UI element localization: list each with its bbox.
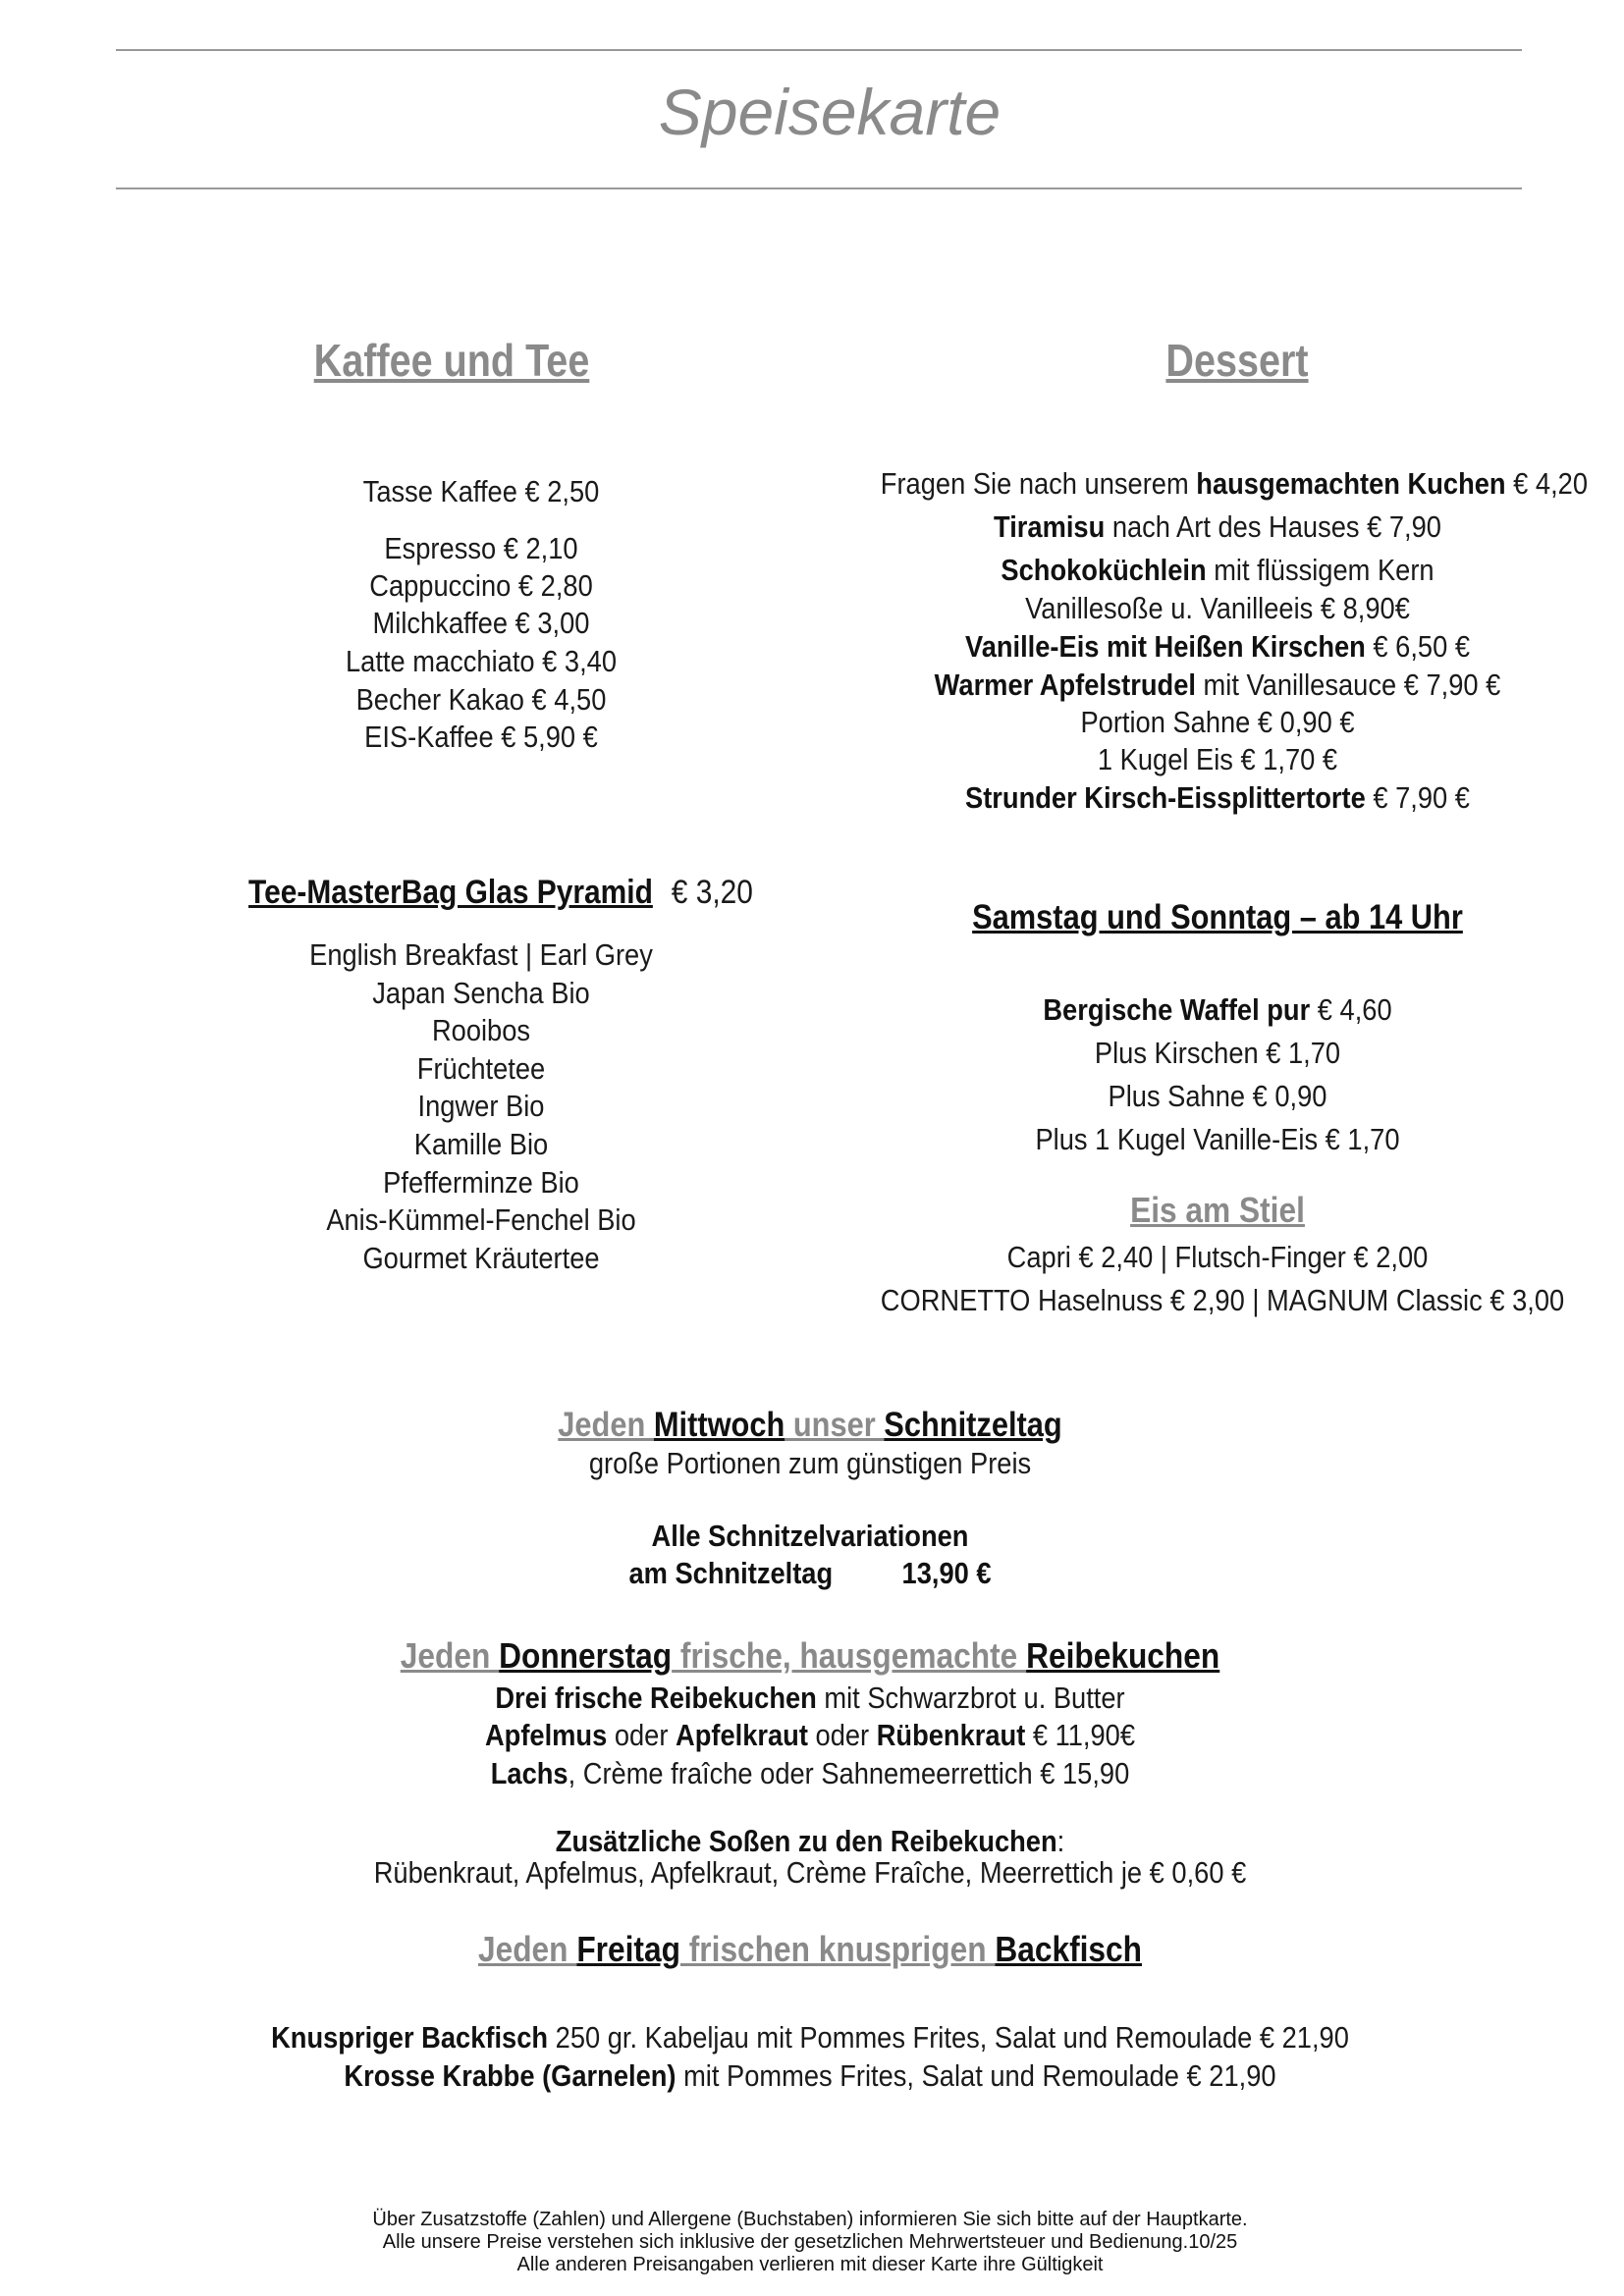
tee-price: € 3,20 bbox=[671, 874, 753, 911]
dessert-line-7: Portion Sahne € 0,90 € bbox=[1080, 705, 1355, 739]
donnerstag-line-1: Drei frische Reibekuchen mit Schwarzbrot u. Butter bbox=[495, 1681, 1125, 1715]
kaffee-item: Milchkaffee € 3,00 bbox=[372, 606, 590, 640]
tee-item: Japan Sencha Bio bbox=[372, 976, 590, 1010]
footer-line-3: Alle anderen Preisangaben verlieren mit dieser Karte ihre Gültigkeit bbox=[516, 2254, 1104, 2275]
kaffee-heading: Kaffee und Tee bbox=[313, 335, 590, 386]
donnerstag-line-2: Apfelmus oder Apfelkraut oder Rübenkraut € 11,90€ bbox=[484, 1718, 1136, 1752]
weekend-line-1: Bergische Waffel pur € 4,60 bbox=[1043, 992, 1392, 1027]
eis-line-1: Capri € 2,40 | Flutsch-Finger € 2,00 bbox=[1006, 1240, 1429, 1274]
tee-item: Gourmet Kräutertee bbox=[362, 1241, 600, 1275]
dessert-heading: Dessert bbox=[1165, 335, 1309, 386]
dessert-line-2: Tiramisu nach Art des Hauses € 7,90 bbox=[994, 509, 1441, 544]
title-rule bbox=[116, 187, 1522, 189]
tee-heading-line bbox=[189, 874, 812, 911]
tee-item: Pfefferminze Bio bbox=[383, 1165, 579, 1200]
dessert-line-5: Vanille-Eis mit Heißen Kirschen € 6,50 € bbox=[964, 629, 1471, 664]
tee-item: English Breakfast | Earl Grey bbox=[309, 937, 653, 972]
tee-item: Rooibos bbox=[431, 1013, 531, 1047]
sossen-heading: Zusätzliche Soßen zu den Reibekuchen: bbox=[555, 1824, 1065, 1858]
page-title: Speisekarte bbox=[658, 76, 1001, 148]
kaffee-item: Latte macchiato € 3,40 bbox=[345, 644, 618, 678]
kaffee-item: Espresso € 2,10 bbox=[384, 531, 578, 565]
kaffee-item: Cappuccino € 2,80 bbox=[369, 568, 593, 603]
dessert-line-3: Schokoküchlein mit flüssigem Kern bbox=[1001, 553, 1435, 587]
weekend-line-2: Plus Kirschen € 1,70 bbox=[1094, 1036, 1341, 1070]
freitag-line-1: Knuspriger Backfisch 250 gr. Kabeljau mit Pommes Frites, Salat und Remoulade € 21,90 bbox=[271, 2020, 1349, 2055]
dessert-line-9: Strunder Kirsch-Eissplittertorte € 7,90 € bbox=[965, 780, 1470, 815]
kaffee-item: EIS-Kaffee € 5,90 € bbox=[364, 720, 598, 754]
tee-item: Ingwer Bio bbox=[417, 1089, 545, 1123]
tee-item: Anis-Kümmel-Fenchel Bio bbox=[326, 1202, 636, 1237]
weekend-line-4: Plus 1 Kugel Vanille-Eis € 1,70 bbox=[1035, 1122, 1400, 1156]
freitag-line-2: Krosse Krabbe (Garnelen) mit Pommes Frites, Salat und Remoulade € 21,90 bbox=[344, 2058, 1276, 2093]
mittwoch-sub: große Portionen zum günstigen Preis bbox=[588, 1446, 1032, 1480]
eis-heading: Eis am Stiel bbox=[1130, 1190, 1305, 1230]
mittwoch-heading: Jeden Mittwoch unser Schnitzeltag bbox=[558, 1406, 1062, 1444]
donnerstag-line-3: Lachs, Crème fraîche oder Sahnemeerrettich € 15,90 bbox=[490, 1756, 1130, 1790]
dessert-line-6: Warmer Apfelstrudel mit Vanillesauce € 7,90 € bbox=[934, 667, 1501, 702]
freitag-heading: Jeden Freitag frischen knusprigen Backfisch bbox=[477, 1929, 1143, 1969]
kaffee-item: Tasse Kaffee € 2,50 bbox=[362, 474, 600, 508]
footer-line-2: Alle unsere Preise verstehen sich inklusive der gesetzlichen Mehrwertsteuer und Bedienung.10/25 bbox=[382, 2231, 1238, 2253]
donnerstag-heading: Jeden Donnerstag frische, hausgemachte Reibekuchen bbox=[400, 1635, 1220, 1676]
tee-item: Kamille Bio bbox=[413, 1127, 549, 1161]
dessert-line-1: Fragen Sie nach unserem hausgemachten Kuchen € 4,20 bbox=[880, 466, 1589, 501]
dessert-line-4: Vanillesoße u. Vanilleeis € 8,90€ bbox=[1025, 591, 1410, 625]
sossen-line: Rübenkraut, Apfelmus, Apfelkraut, Crème Fraîche, Meerrettich je € 0,60 € bbox=[373, 1855, 1247, 1890]
eis-line-2: CORNETTO Haselnuss € 2,90 | MAGNUM Classic € 3,00 bbox=[880, 1283, 1565, 1317]
weekend-heading: Samstag und Sonntag – ab 14 Uhr bbox=[972, 898, 1463, 936]
weekend-line-3: Plus Sahne € 0,90 bbox=[1108, 1079, 1327, 1113]
kaffee-item: Becher Kakao € 4,50 bbox=[355, 682, 607, 717]
tee-heading: Tee-MasterBag Glas Pyramid bbox=[248, 874, 653, 911]
footer-line-1: Über Zusatzstoffe (Zahlen) und Allergene (Buchstaben) informieren Sie sich bitte auf der Hauptkarte. bbox=[372, 2209, 1248, 2230]
dessert-line-8: 1 Kugel Eis € 1,70 € bbox=[1097, 742, 1338, 776]
mittwoch-bold-2: am Schnitzeltag 13,90 € bbox=[628, 1556, 992, 1590]
mittwoch-bold-1: Alle Schnitzelvariationen bbox=[651, 1519, 969, 1553]
top-rule bbox=[116, 49, 1522, 51]
tee-item: Früchtetee bbox=[416, 1051, 546, 1086]
